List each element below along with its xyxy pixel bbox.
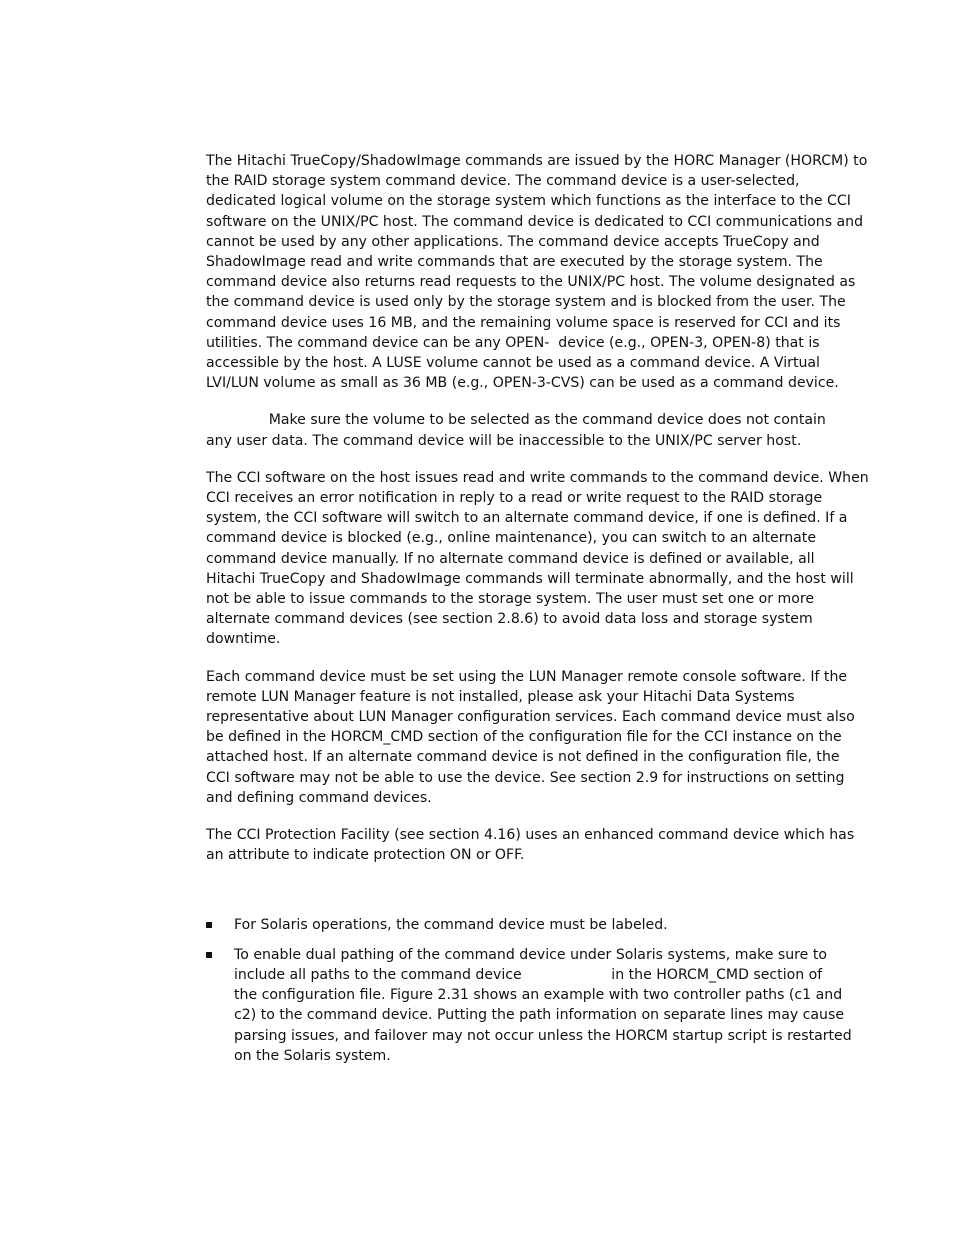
text-line: cannot be used by any other applications. The command device accepts TrueCopy and — [206, 233, 820, 250]
paragraph-protection-facility — [206, 825, 866, 865]
text-line: any user data. The command device will be inaccessible to the UNIX/PC server host. — [206, 432, 802, 449]
text-line: LVI/LUN volume as small as 36 MB (e.g., OPEN-3-CVS) can be used as a command device. — [206, 375, 839, 392]
text-line: include all paths to the command device in the HORCM_CMD section of — [234, 966, 823, 983]
text-line: an attribute to indicate protection ON or OFF. — [206, 847, 525, 864]
paragraph-note — [206, 410, 866, 450]
text-line: be defined in the HORCM_CMD section of the configuration file for the CCI instance on the — [206, 729, 842, 746]
text-line: not be able to issue commands to the storage system. The user must set one or more — [206, 591, 815, 608]
text-line: The Hitachi TrueCopy/ShadowImage commands are issued by the HORC Manager (HORCM) to — [206, 153, 868, 169]
text-line: dedicated logical volume on the storage system which functions as the interface to the CCI — [206, 193, 851, 210]
square-bullet-icon — [206, 922, 212, 928]
text-line: CCI receives an error notification in reply to a read or write request to the RAID storage — [206, 490, 823, 507]
square-bullet-icon — [206, 952, 212, 958]
text-line: representative about LUN Manager configuration services. Each command device must also — [206, 709, 855, 726]
text-line: the configuration file. Figure 2.31 shows an example with two controller paths (c1 and — [234, 987, 843, 1004]
list-item — [206, 945, 866, 1066]
text-line: software on the UNIX/PC host. The command device is dedicated to CCI communications and — [206, 213, 864, 230]
text-line: downtime. — [206, 631, 281, 648]
paragraph-alternate-device — [206, 468, 869, 650]
text-line: The CCI software on the host issues read and write commands to the command device. When — [206, 469, 869, 486]
text-line: system, the CCI software will switch to an alternate command device, if one is defined. If a — [206, 510, 848, 527]
paragraph-lun-manager — [206, 667, 866, 808]
text-line: utilities. The command device can be any OPEN- device (e.g., OPEN-3, OPEN-8) that is — [206, 334, 820, 351]
text-line: To enable dual pathing of the command device under Solaris systems, make sure to — [234, 946, 827, 963]
text-line: command device uses 16 MB, and the remaining volume space is reserved for CCI and its — [206, 314, 841, 331]
text-line: c2) to the command device. Putting the path information on separate lines may cause — [234, 1007, 844, 1024]
list-item — [206, 915, 866, 935]
text-line: Each command device must be set using the LUN Manager remote console software. If the — [206, 668, 848, 685]
text-line: and defining command devices. — [206, 789, 432, 806]
text-line: command device also returns read requests to the UNIX/PC host. The volume designated as — [206, 274, 856, 291]
text-line: CCI software may not be able to use the device. See section 2.9 for instructions on setting — [206, 769, 845, 786]
text-line: Hitachi TrueCopy and ShadowImage commands will terminate abnormally, and the host will — [206, 570, 854, 587]
bullet-list — [206, 915, 866, 1066]
text-line: attached host. If an alternate command device is not defined in the configuration file, the — [206, 749, 840, 766]
text-line: ShadowImage read and write commands that are executed by the storage system. The — [206, 254, 823, 271]
text-line: Make sure the volume to be selected as the command device does not contain — [206, 412, 826, 429]
text-line: parsing issues, and failover may not occur unless the HORCM startup script is restarted — [234, 1027, 852, 1044]
text-line: command device is blocked (e.g., online maintenance), you can switch to an alternate — [206, 530, 817, 547]
document-page — [206, 151, 869, 1076]
text-line: alternate command devices (see section 2.8.6) to avoid data loss and storage system — [206, 611, 813, 628]
text-line: accessible by the host. A LUSE volume cannot be used as a command device. A Virtual — [206, 355, 820, 372]
text-line: remote LUN Manager feature is not installed, please ask your Hitachi Data Systems — [206, 688, 795, 705]
text-line: the RAID storage system command device. The command device is a user-selected, — [206, 173, 800, 190]
text-line: For Solaris operations, the command device must be labeled. — [234, 916, 668, 933]
text-line: on the Solaris system. — [234, 1047, 391, 1064]
text-line: The CCI Protection Facility (see section 4.16) uses an enhanced command device which has — [206, 827, 855, 844]
paragraph-command-device-intro — [206, 151, 866, 393]
text-line: the command device is used only by the storage system and is blocked from the user. The — [206, 294, 846, 311]
text-line: command device manually. If no alternate command device is defined or available, all — [206, 550, 815, 567]
